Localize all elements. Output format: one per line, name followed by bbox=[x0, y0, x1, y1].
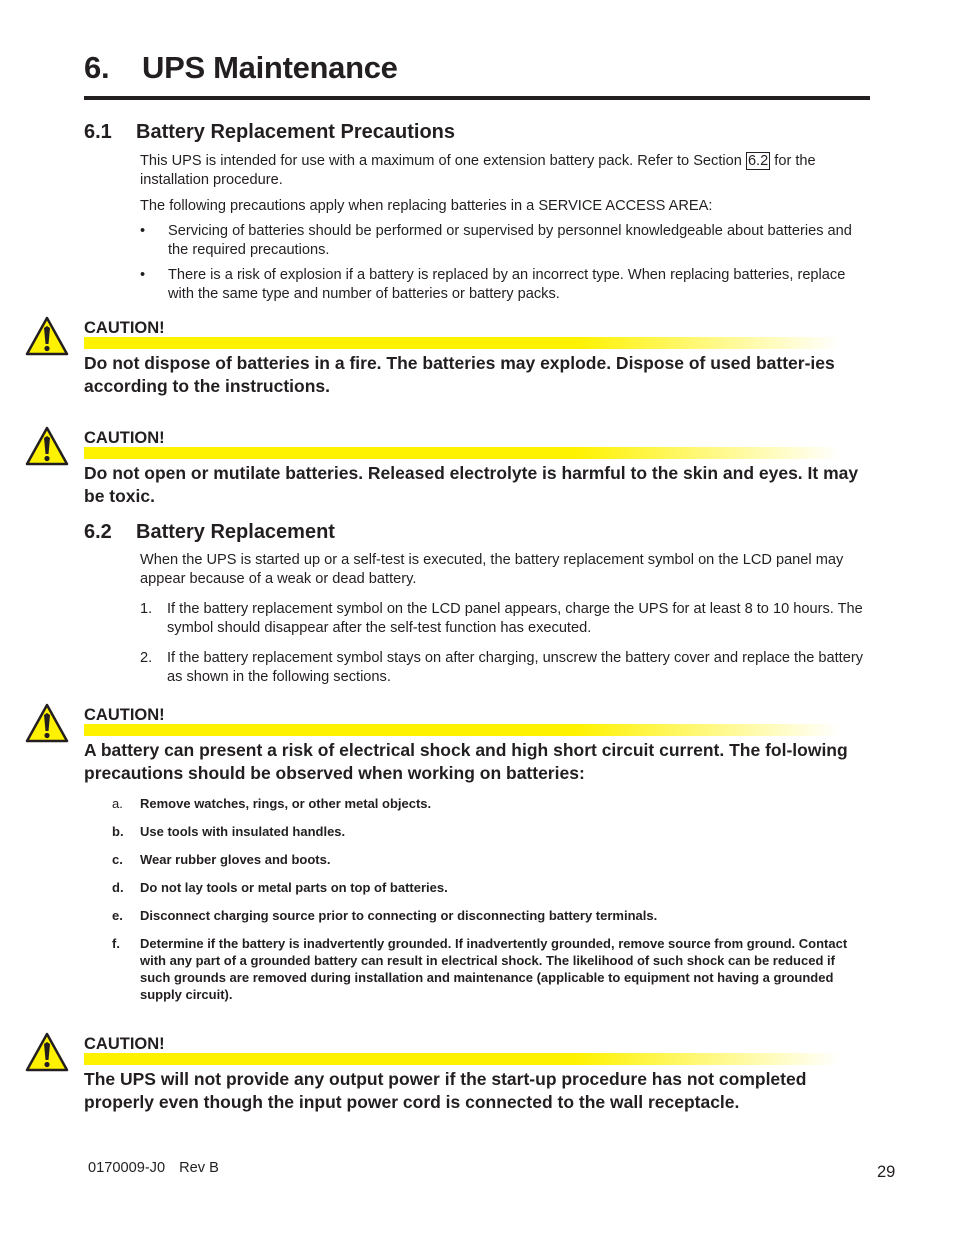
caution-label: CAUTION! bbox=[84, 706, 165, 724]
item-text: Determine if the battery is inadvertently grounded. If inadvertently grounded, remove source from ground. Contact with any part of a grounded battery can result in electrical shock. The likelihood of such shock can be reduced if such grounds are removed during installation and maintenance (applicable to equipment not having a grounded supply circuit). bbox=[140, 936, 848, 1002]
caution-label: CAUTION! bbox=[84, 1035, 165, 1053]
section-heading-6-2 bbox=[84, 521, 335, 544]
page-number: 29 bbox=[877, 1163, 896, 1181]
caution-label: CAUTION! bbox=[84, 429, 165, 447]
caution-label: CAUTION! bbox=[84, 319, 165, 337]
intro-text-before: This UPS is intended for use with a maximum of one extension battery pack. Refer to Section bbox=[140, 153, 746, 169]
item-letter: f. bbox=[112, 936, 120, 951]
step-number: 2. bbox=[140, 650, 153, 666]
bullet-mark: • bbox=[140, 223, 146, 239]
item-text: Remove watches, rings, or other metal objects. bbox=[140, 796, 432, 811]
caution-text: A battery can present a risk of electrical shock and high short circuit current. The fol-lowing precautions should be observed when working on batteries: bbox=[84, 740, 848, 783]
section-intro-paragraph bbox=[140, 152, 868, 189]
bullet-text: Servicing of batteries should be performed or supervised by personnel knowledgeable about batteries and the required precautions. bbox=[168, 223, 852, 258]
caution-highlight-bar bbox=[84, 337, 840, 349]
bullet-text: There is a risk of explosion if a battery is replaced by an incorrect type. When replacing batteries, replace with the same type and number of batteries or battery packs. bbox=[168, 267, 846, 302]
item-letter: c. bbox=[112, 852, 123, 867]
section-number: 6.2 bbox=[84, 521, 112, 543]
page-title bbox=[84, 50, 398, 86]
item-text: Do not lay tools or metal parts on top of batteries. bbox=[140, 880, 448, 895]
item-text: Use tools with insulated handles. bbox=[140, 824, 346, 839]
revision-label: Rev B bbox=[179, 1160, 219, 1176]
title-divider bbox=[84, 96, 870, 100]
warning-triangle-icon bbox=[25, 426, 69, 466]
precautions-intro-paragraph: The following precautions apply when replacing batteries in a SERVICE ACCESS AREA: bbox=[140, 198, 713, 214]
item-letter: d. bbox=[112, 880, 124, 895]
item-text: Disconnect charging source prior to connecting or disconnecting battery terminals. bbox=[140, 908, 658, 923]
bullet-mark: • bbox=[140, 267, 146, 283]
section-title-text: Battery Replacement bbox=[136, 521, 335, 543]
section-title-text: Battery Replacement Precautions bbox=[136, 121, 456, 143]
warning-triangle-icon bbox=[25, 316, 69, 356]
chapter-number: 6. bbox=[84, 50, 110, 85]
caution-highlight-bar bbox=[84, 724, 840, 736]
step-text: If the battery replacement symbol stays on after charging, unscrew the battery cover and replace the battery as shown in the following sections. bbox=[167, 650, 863, 685]
intro-text-after: for the installation procedure. bbox=[140, 153, 816, 188]
warning-triangle-icon bbox=[25, 703, 69, 743]
section-6-2-link[interactable]: 6.2 bbox=[747, 153, 769, 169]
caution-text: The UPS will not provide any output power if the start-up procedure has not completed properly even though the input power cord is connected to the wall receptacle. bbox=[84, 1069, 807, 1112]
document-number: 0170009-J0 bbox=[88, 1160, 166, 1176]
step-number: 1. bbox=[140, 601, 153, 617]
item-letter: e. bbox=[112, 908, 123, 923]
caution-text: Do not dispose of batteries in a fire. The batteries may explode. Dispose of used batter-ies according to the instructions. bbox=[84, 353, 835, 396]
step-text: If the battery replacement symbol on the LCD panel appears, charge the UPS for at least 8 to 10 hours. The symbol should disappear after the self-test function has executed. bbox=[167, 601, 863, 636]
section-heading-6-1 bbox=[84, 121, 455, 144]
section-number: 6.1 bbox=[84, 121, 112, 143]
item-letter: a. bbox=[112, 796, 123, 811]
caution-text: Do not open or mutilate batteries. Released electrolyte is harmful to the skin and eyes. It may be toxic. bbox=[84, 463, 859, 506]
chapter-title-text: UPS Maintenance bbox=[142, 50, 398, 85]
caution-highlight-bar bbox=[84, 1053, 840, 1065]
item-letter: b. bbox=[112, 824, 124, 839]
warning-triangle-icon bbox=[25, 1032, 69, 1072]
item-text: Wear rubber gloves and boots. bbox=[140, 852, 331, 867]
caution-highlight-bar bbox=[84, 447, 840, 459]
section-intro-paragraph: When the UPS is started up or a self-test is executed, the battery replacement symbol on the LCD panel may appear because of a weak or dead battery. bbox=[140, 552, 844, 587]
document-footer bbox=[88, 1160, 219, 1176]
